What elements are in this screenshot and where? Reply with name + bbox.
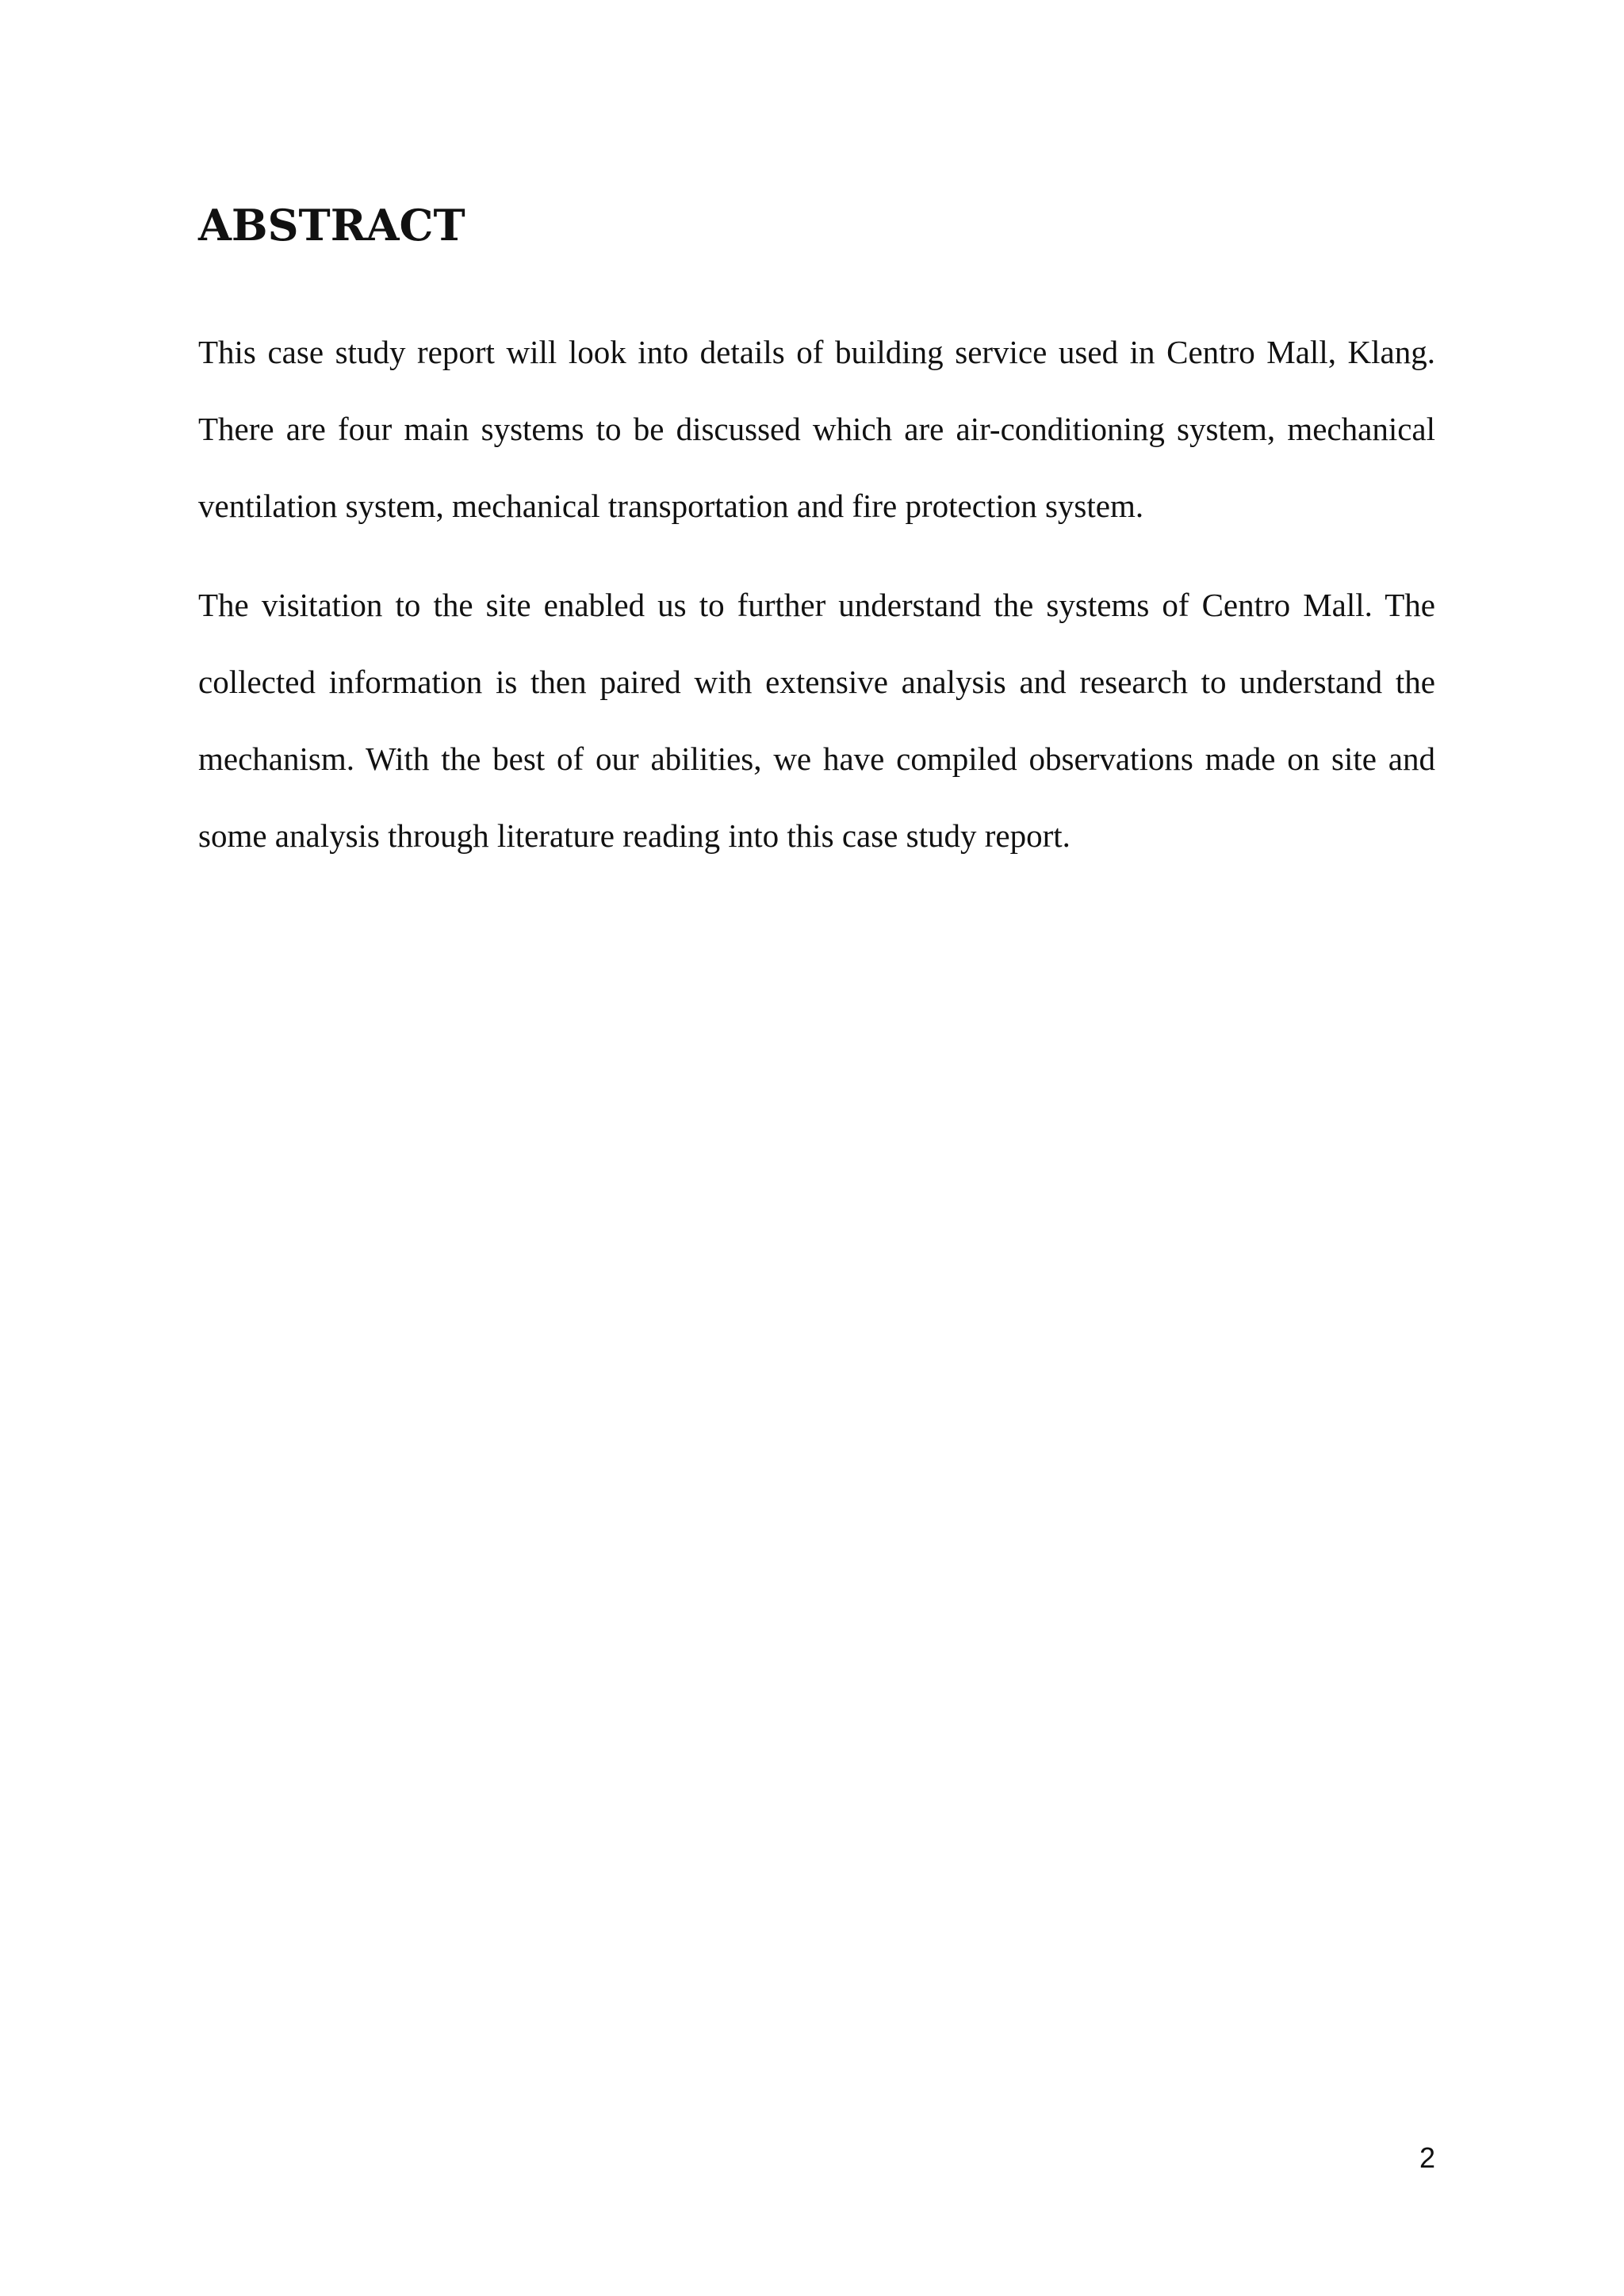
page-content xyxy=(198,197,1435,874)
abstract-paragraph-1: This case study report will look into details of building service used in Centro Mall, Klang. There are four main systems to be discussed which are air-conditioning system, mechanical ventilation system, mechanical transportation and fire protection system. xyxy=(198,334,1435,524)
page-title: ABSTRACT xyxy=(198,200,465,251)
abstract-paragraph-2: The visitation to the site enabled us to further understand the systems of Centro Mall. The collected information is then paired with extensive analysis and research to understand the mechanism. With the best of our abilities, we have compiled observations made on site and some analysis through literature reading into this case study report. xyxy=(198,587,1435,854)
page-number: 2 xyxy=(1419,2141,1435,2174)
